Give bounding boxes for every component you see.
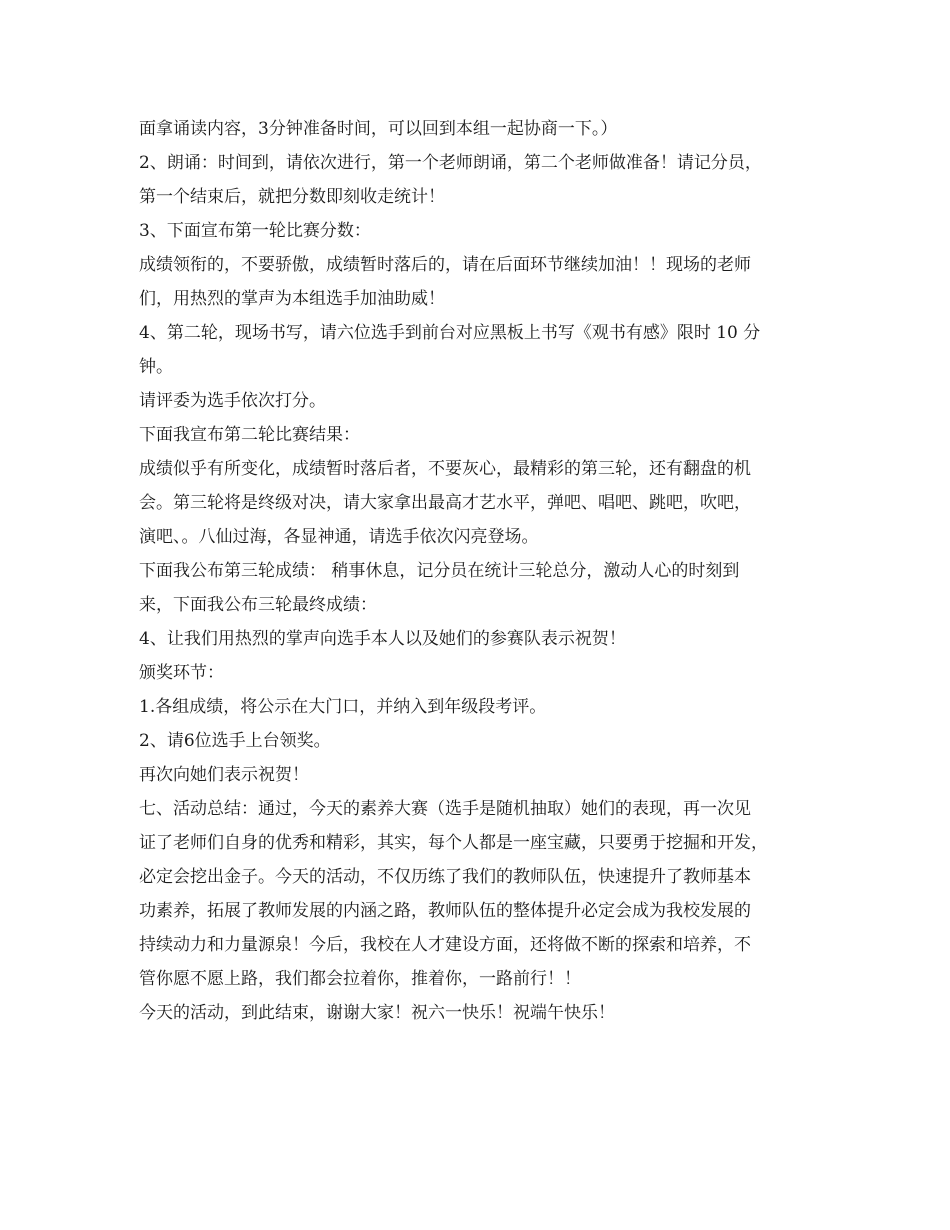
text-line: 管你愿不愿上路，我们都会拉着你，推着你，一路前行！！ (139, 969, 581, 989)
text-line: 4、让我们用热烈的掌声向选手本人以及她们的参赛队表示祝贺！ (139, 629, 626, 649)
text-line: 七、活动总结：通过，今天的素养大赛（选手是随机抽取）她们的表现，再一次见 (139, 799, 751, 819)
text-line: 下面我公布第三轮成绩： 稍事休息，记分员在统计三轮总分，激动人心的时刻到 (139, 561, 740, 581)
text-line: 来，下面我公布三轮最终成绩： (139, 595, 377, 615)
text-line: 持续动力和力量源泉！今后，我校在人才建设方面，还将做不断的探索和培养，不 (139, 935, 751, 955)
text-line: 面拿诵读内容，3分钟准备时间，可以回到本组一起协商一下。） (139, 119, 618, 139)
text-line: 会。第三轮将是终级对决，请大家拿出最高才艺水平，弹吧、唱吧、跳吧，吹吧， (139, 493, 751, 513)
text-line: 3、下面宣布第一轮比赛分数： (139, 221, 371, 241)
text-line: 证了老师们自身的优秀和精彩，其实，每个人都是一座宝藏，只要勇于挖掘和开发， (139, 833, 768, 853)
text-line: 颁奖环节： (139, 663, 224, 683)
text-line: 2、请6位选手上台领奖。 (139, 731, 331, 751)
text-line: 再次向她们表示祝贺！ (139, 765, 309, 785)
text-line: 1.各组成绩，将公示在大门口，并纳入到年级段考评。 (139, 697, 547, 717)
document-body (139, 112, 829, 1030)
text-line: 成绩似乎有所变化，成绩暂时落后者，不要灰心，最精彩的第三轮，还有翻盘的机 (139, 459, 751, 479)
text-line: 下面我宣布第二轮比赛结果： (139, 425, 360, 445)
text-line: 4、第二轮，现场书写，请六位选手到前台对应黑板上书写《观书有感》限时 10 分 (139, 323, 761, 343)
text-line: 2、朗诵：时间到，请依次进行，第一个老师朗诵，第二个老师做准备！请记分员， (139, 153, 762, 173)
text-line: 功素养，拓展了教师发展的内涵之路，教师队伍的整体提升必定会成为我校发展的 (139, 901, 751, 921)
text-line: 请评委为选手依次打分。 (139, 391, 326, 411)
text-line: 演吧、。八仙过海，各显神通，请选手依次闪亮登场。 (139, 527, 539, 547)
text-line: 第一个结束后，就把分数即刻收走统计！ (139, 187, 445, 207)
text-line: 们，用热烈的掌声为本组选手加油助威！ (139, 289, 445, 309)
text-line: 必定会挖出金子。今天的活动，不仅历练了我们的教师队伍，快速提升了教师基本 (139, 867, 751, 887)
text-line: 成绩领衔的，不要骄傲，成绩暂时落后的，请在后面环节继续加油！！现场的老师 (139, 255, 751, 275)
text-line: 钟。 (139, 357, 173, 377)
text-line: 今天的活动，到此结束，谢谢大家！祝六一快乐！祝端午快乐！ (139, 1003, 615, 1023)
